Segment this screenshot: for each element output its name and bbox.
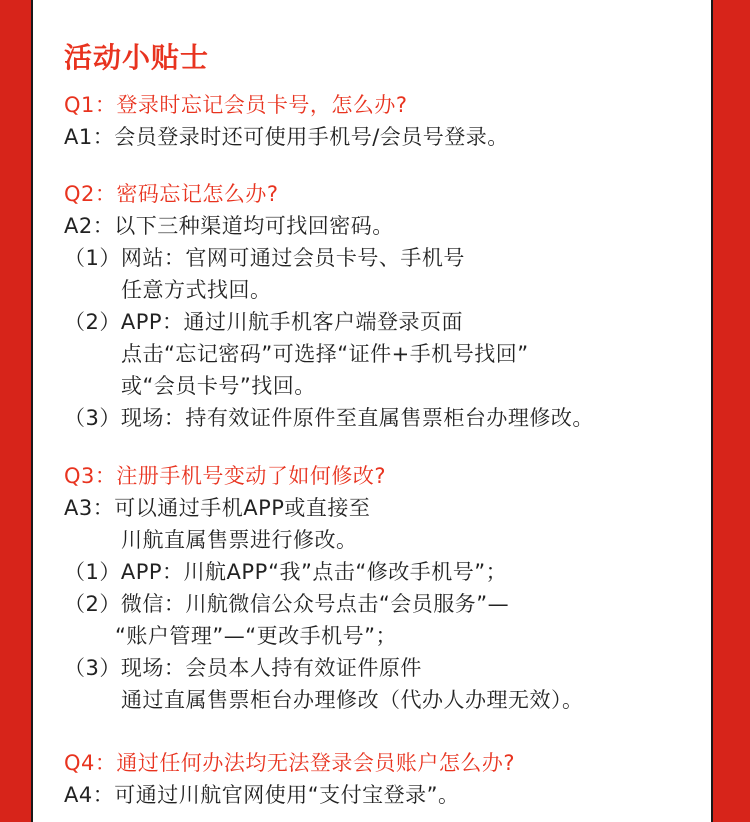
question-1: Q1：登录时忘记会员卡号，怎么办? (64, 93, 408, 117)
answer-3-line-7: 通过直属售票柜台办理修改（代办人办理无效）。 (121, 688, 584, 712)
answer-3-line-6: （3）现场：会员本人持有效证件原件 (64, 656, 422, 680)
answer-3-line-4: （2）微信：川航微信公众号点击“会员服务”— (64, 592, 510, 616)
answer-4-line-1: A4：可通过川航官网使用“支付宝登录”。 (64, 783, 460, 807)
answer-2-line-3: 任意方式找回。 (121, 278, 272, 302)
answer-2-line-4: （2）APP：通过川航手机客户端登录页面 (64, 310, 464, 334)
page-title: 活动小贴士 (64, 41, 210, 74)
answer-3-line-5: “账户管理”—“更改手机号”； (115, 624, 398, 648)
answer-2-line-1: A2：以下三种渠道均可找回密码。 (64, 214, 394, 238)
tips-card (33, 0, 711, 822)
question-2: Q2：密码忘记怎么办? (64, 182, 279, 206)
answer-2-line-5: 点击“忘记密码”可选择“证件+手机号找回” (121, 342, 529, 366)
question-3: Q3：注册手机号变动了如何修改? (64, 464, 387, 488)
answer-2-line-6: 或“会员卡号”找回。 (121, 374, 316, 398)
answer-2-line-2: （1）网站：官网可通过会员卡号、手机号 (64, 246, 465, 270)
question-4: Q4：通过任何办法均无法登录会员账户怎么办? (64, 751, 516, 775)
answer-3-line-2: 川航直属售票进行修改。 (121, 528, 358, 552)
answer-3-line-3: （1）APP：川航APP“我”点击“修改手机号”； (64, 560, 508, 584)
answer-2-line-7: （3）现场：持有效证件原件至直属售票柜台办理修改。 (64, 406, 594, 430)
answer-3-line-1: A3：可以通过手机APP或直接至 (64, 496, 371, 520)
answer-1-line-1: A1：会员登录时还可使用手机号/会员号登录。 (64, 125, 509, 149)
